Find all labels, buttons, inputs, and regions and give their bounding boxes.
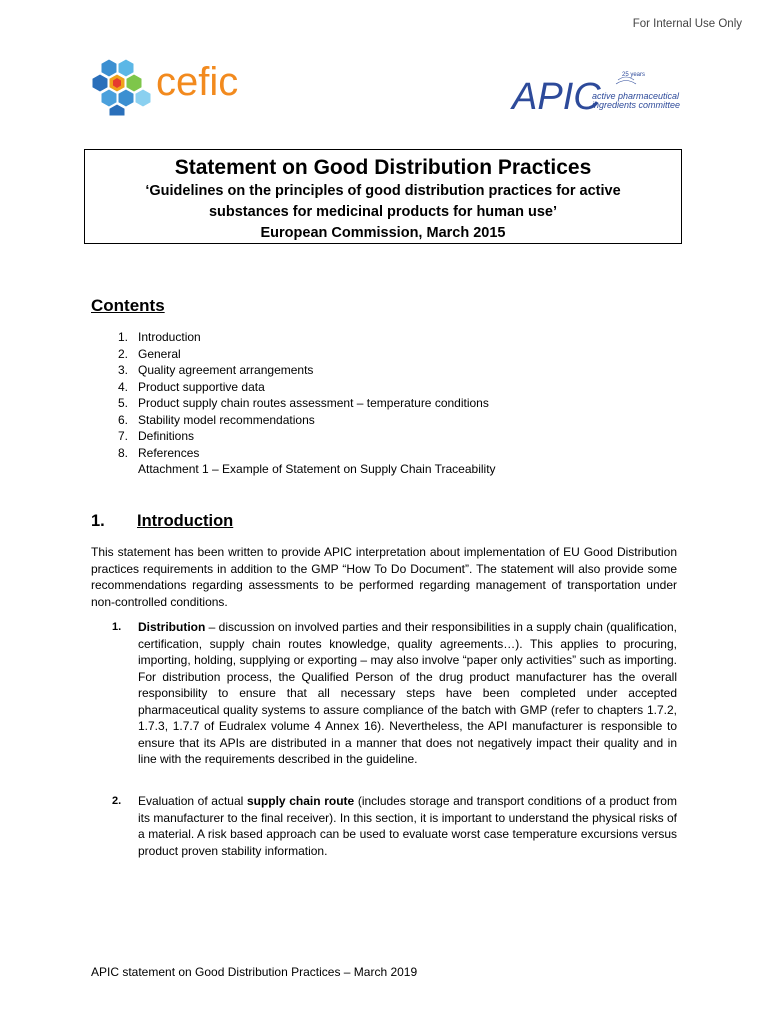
document-title: Statement on Good Distribution Practices	[174, 156, 592, 179]
toc-item[interactable]	[118, 379, 496, 396]
toc-item-label: Stability model recommendations	[138, 412, 315, 427]
intro-paragraph: This statement has been written to provide APIC interpretation about implementation of EU Good Distribution practices requirements in addition to the GMP “How To Do Document”. The statement will also provide some recommendations regarding assessments to be performed regarding management of transportation under non-controlled conditions.	[91, 545, 677, 609]
toc-item-number: 6.	[118, 412, 129, 427]
apic-logo	[510, 66, 680, 121]
section-number: 1.	[91, 512, 105, 530]
title-subtitle-line3: European Commission, March 2015	[260, 225, 506, 241]
list-item-text	[138, 619, 677, 768]
toc-item-number: 5.	[118, 396, 129, 410]
toc-item-number: 2.	[118, 346, 129, 361]
toc-item-label: Introduction	[138, 330, 201, 344]
apic-wordmark: APIC	[512, 76, 601, 116]
toc-item[interactable]	[118, 329, 496, 346]
toc-item-number: 1.	[118, 330, 129, 344]
cefic-wordmark: cefic	[156, 59, 239, 104]
toc-item[interactable]	[118, 412, 496, 429]
toc-item-number: 7.	[118, 429, 129, 443]
internal-use-note: For Internal Use Only	[632, 18, 742, 30]
list-item-number: 1.	[112, 621, 122, 633]
toc-item[interactable]	[118, 428, 496, 445]
toc-item[interactable]	[118, 362, 496, 379]
title-subtitle-line2: substances for medicinal products for human use’	[208, 204, 558, 220]
apic-badge: 25 years	[622, 72, 646, 78]
list-item-body: (includes storage and transport conditions of a product from its manufacturer to the final receiver). In this section, it is important to understand the physical risks of a material. A risk based approach can be used to evaluate worst case temperature excursions versus product proven stability information.	[138, 794, 677, 858]
list-item-bold: supply chain route	[246, 794, 355, 808]
list-item-lead: Distribution	[138, 620, 206, 634]
toc-item[interactable]	[118, 346, 496, 363]
toc-item-label: Product supportive data	[138, 379, 265, 394]
section-title: Introduction	[137, 512, 234, 530]
table-of-contents	[118, 329, 496, 478]
toc-item-label: References	[138, 445, 200, 460]
list-item	[112, 793, 677, 859]
toc-item-label: Definitions	[138, 429, 195, 443]
list-item-pre: Evaluation of actual	[138, 794, 247, 808]
apic-subtitle-line1: active pharmaceutical	[592, 91, 680, 101]
toc-attachment[interactable]: Attachment 1 – Example of Statement on Supply Chain Traceability	[138, 462, 496, 476]
toc-item-number: 8.	[118, 445, 129, 460]
apic-subtitle-line2: ingredients committee	[592, 100, 680, 110]
list-item-number: 2.	[112, 795, 122, 807]
toc-item[interactable]	[118, 395, 496, 412]
list-item-body: – discussion on involved parties and their responsibilities in a supply chain (qualification, certification, supply chain routes knowledge, quality agreements…). This applies to procuring, importing, holding, supplying or exporting – may also involve “paper only activities” such as importing. For distribution process, the Qualified Person of the drug product manufacturer has the overall responsibility to ensure that all necessary steps have been completed under accepted pharmaceutical quality systems to assure compliance of the batch with GMP (refer to chapters 1.7.2, 1.7.3, 1.7.7 of Eudralex volume 4 Annex 16). Nevertheless, the API manufacturer is responsible to ensure that its APIs are distributed in a manner that does not negatively impact their quality and in line with the requirements described in the guideline.	[138, 620, 677, 766]
cefic-logo	[90, 55, 238, 117]
section-heading	[91, 512, 233, 531]
toc-item-label: Product supply chain routes assessment – temperature conditions	[138, 396, 489, 410]
title-box	[84, 149, 682, 244]
toc-item-label: Quality agreement arrangements	[138, 363, 314, 377]
title-subtitle-line1: ‘Guidelines on the principles of good distribution practices for active	[145, 183, 621, 199]
list-item-text	[138, 793, 677, 859]
toc-item[interactable]	[118, 445, 496, 462]
toc-item-label: General	[138, 346, 181, 361]
contents-heading: Contents	[91, 296, 165, 315]
toc-item-number: 3.	[118, 363, 129, 377]
cefic-hexagon-icon	[90, 55, 152, 117]
page-footer: APIC statement on Good Distribution Practices – March 2019	[91, 965, 418, 979]
toc-item-number: 4.	[118, 379, 129, 394]
list-item	[112, 619, 677, 768]
